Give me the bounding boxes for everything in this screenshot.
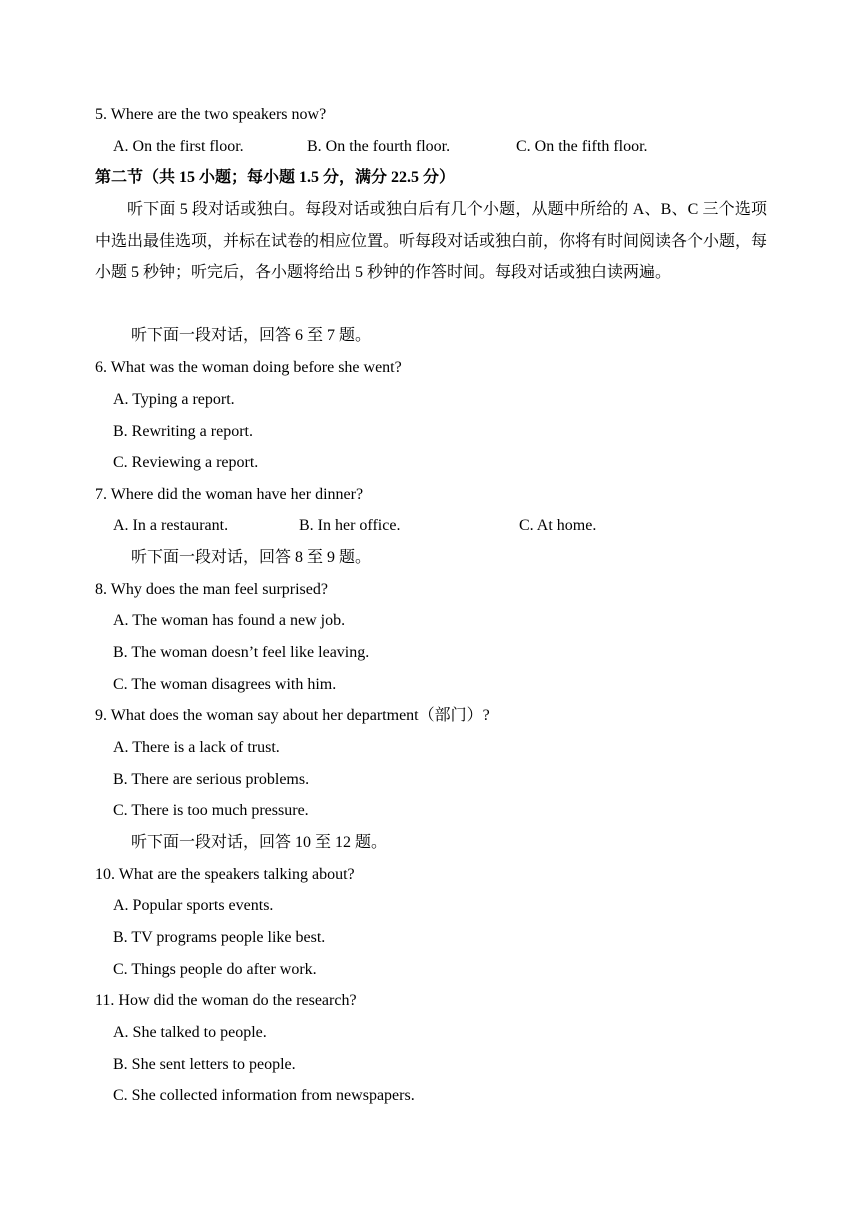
question-6: 6. What was the woman doing before she went? [95,359,402,376]
q8-option-b: B. The woman doesn’t feel like leaving. [113,644,370,661]
q8-option-a: A. The woman has found a new job. [113,612,346,629]
q11-option-a: A. She talked to people. [113,1024,267,1041]
listening-note-8-9: 听下面一段对话，回答 8 至 9 题。 [131,549,372,566]
q10-option-c: C. Things people do after work. [113,961,317,978]
question-9: 9. What does the woman say about her department（部门）? [95,707,490,724]
question-11: 11. How did the woman do the research? [95,992,357,1009]
q6-option-c: C. Reviewing a report. [113,454,259,471]
q9-option-b: B. There are serious problems. [113,771,310,788]
question-5: 5. Where are the two speakers now? [95,106,327,123]
q7-option-b: B. In her office. [299,517,401,534]
q6-option-b: B. Rewriting a report. [113,423,253,440]
q9-option-a: A. There is a lack of trust. [113,739,280,756]
q6-option-a: A. Typing a report. [113,391,235,408]
q11-option-c: C. She collected information from newspapers. [113,1087,415,1104]
q5-option-a: A. On the first floor. [113,138,244,155]
q5-option-c: C. On the fifth floor. [516,138,648,155]
question-10: 10. What are the speakers talking about? [95,866,355,883]
q7-option-c: C. At home. [519,517,597,534]
q7-option-a: A. In a restaurant. [113,517,229,534]
listening-note-10-12: 听下面一段对话，回答 10 至 12 题。 [131,834,388,851]
q9-option-c: C. There is too much pressure. [113,802,309,819]
section-heading: 第二节（共 15 小题；每小题 1.5 分，满分 22.5 分） [95,169,456,186]
q11-option-b: B. She sent letters to people. [113,1056,296,1073]
q8-option-c: C. The woman disagrees with him. [113,676,337,693]
question-7: 7. Where did the woman have her dinner? [95,486,364,503]
listening-note-6-7: 听下面一段对话，回答 6 至 7 题。 [131,327,372,344]
q5-option-b: B. On the fourth floor. [307,138,451,155]
question-8: 8. Why does the man feel surprised? [95,581,328,598]
section-instructions: 听下面 5 段对话或独白。每段对话或独白后有几个小题，从题中所给的 A、B、C 三个选项中选出最佳选项，并标在试卷的相应位置。听每段对话或独白前，你将有时间阅读各个小题，每小题 5 秒钟；听完后，各小题将给出 5 秒钟的作答时间。每段对话或独白读两遍。 [95,201,768,282]
q10-option-a: A. Popular sports events. [113,897,274,914]
q10-option-b: B. TV programs people like best. [113,929,326,946]
